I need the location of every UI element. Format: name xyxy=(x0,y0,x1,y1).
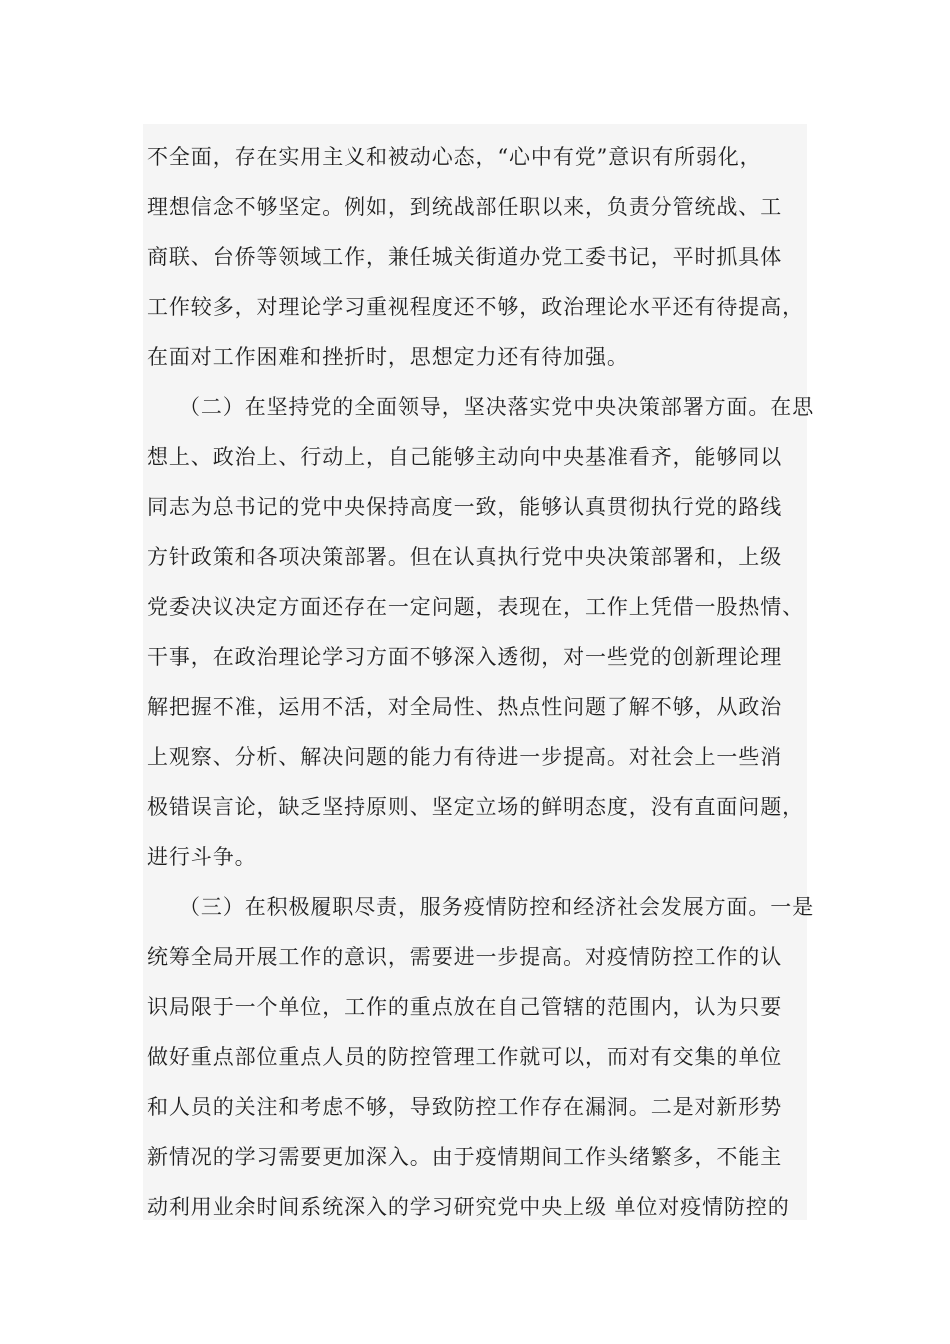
text-line: 在面对工作困难和挫折时，思想定力还有待加强。 xyxy=(147,345,629,369)
text-line: 党委决议决定方面还存在一定问题，表现在，工作上凭借一股热情、 xyxy=(147,595,804,619)
text-line: 上观察、分析、解决问题的能力有待进一步提高。对社会上一些消 xyxy=(147,745,783,769)
text-line: 和人员的关注和考虑不够，导致防控工作存在漏洞。二是对新形势 xyxy=(147,1095,783,1119)
text-line: 同志为总书记的党中央保持高度一致，能够认真贯彻执行党的路线 xyxy=(147,495,783,519)
text-line: 方针政策和各项决策部署。但在认真执行党中央决策部署和，上级 xyxy=(147,545,783,569)
text-line: 理想信念不够坚定。例如，到统战部任职以来，负责分管统战、工 xyxy=(147,195,783,219)
text-line: 干事，在政治理论学习方面不够深入透彻，对一些党的创新理论理 xyxy=(147,645,783,669)
paragraph-heading-2: （二）在坚持党的全面领导，坚决落实党中央决策部署方面。在思 xyxy=(179,395,815,419)
text-line: 商联、台侨等领域工作，兼任城关街道办党工委书记，平时抓具体 xyxy=(147,245,783,269)
text-line: 进行斗争。 xyxy=(147,845,257,869)
text-line: 极错误言论，缺乏坚持原则、坚定立场的鲜明态度，没有直面问题， xyxy=(147,795,804,819)
text-line: 统筹全局开展工作的意识，需要进一步提高。对疫情防控工作的认 xyxy=(147,945,783,969)
text-line: 工作较多，对理论学习重视程度还不够，政治理论水平还有待提高， xyxy=(147,295,804,319)
text-line: 动利用业余时间系统深入的学习研究党中央上级 单位对疫情防控的 xyxy=(147,1195,790,1219)
text-line: 解把握不准，运用不活，对全局性、热点性问题了解不够，从政治 xyxy=(147,695,783,719)
text-line: 新情况的学习需要更加深入。由于疫情期间工作头绪繁多，不能主 xyxy=(147,1145,783,1169)
text-line: 不全面，存在实用主义和被动心态，“心中有党”意识有所弱化， xyxy=(147,145,762,169)
text-line: 识局限于一个单位，工作的重点放在自己管辖的范围内，认为只要 xyxy=(147,995,783,1019)
text-line: 想上、政治上、行动上，自己能够主动向中央基准看齐，能够同以 xyxy=(147,445,783,469)
paragraph-heading-3: （三）在积极履职尽责，服务疫情防控和经济社会发展方面。一是 xyxy=(179,895,815,919)
text-line: 做好重点部位重点人员的防控管理工作就可以，而对有交集的单位 xyxy=(147,1045,783,1069)
